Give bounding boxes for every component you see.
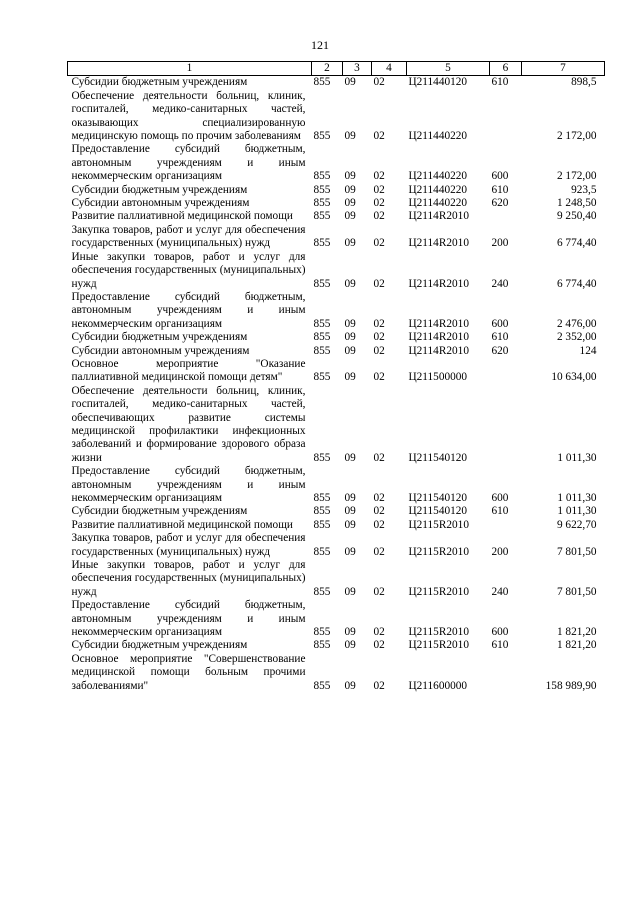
expense-type-cell: 600 [491,317,509,330]
row-name-cell: Предоставление субсидий бюджетным, автономным учреждениям и иным некоммерческим организациям [71,465,306,504]
row-name-cell: Обеспечение деятельности больниц, клиник, госпиталей, медико-санитарных частей, оказывающих специализированную медицинскую помощь по прочим заболеваниям [71,89,306,143]
target-code-cell: Ц211440220 [408,197,468,210]
budget-table [67,61,605,693]
target-code-cell: Ц211540120 [408,492,468,504]
column-2-cell: 855 [313,170,331,183]
column-header: 3 [343,62,372,76]
column-4-cell: 02 [373,277,385,290]
row-name-cell: Иные закупки товаров, работ и услуг для обеспечения государственных (муниципальных) нужд [71,250,306,290]
column-2-cell: 855 [313,451,331,464]
column-2-cell: 855 [313,197,331,210]
column-4-cell: 02 [373,237,385,250]
table-row [68,653,605,693]
expense-type-cell: 200 [491,545,509,558]
row-name-cell: Субсидии автономным учреждениям [71,344,250,357]
amount-cell: 124 [579,344,597,357]
amount-cell: 9 622,70 [556,518,597,531]
row-name-cell: Субсидии автономным учреждениям [71,197,250,210]
target-code-cell: Ц211540120 [408,451,468,464]
target-code-cell: Ц211440120 [408,76,468,89]
amount-cell: 1 248,50 [556,197,597,210]
row-name-cell: Предоставление субсидий бюджетным, автономным учреждениям и иным некоммерческим организациям [71,599,306,639]
amount-cell: 2 172,00 [556,170,597,183]
target-code-cell: Ц2115R2010 [408,639,469,652]
amount-cell: 9 250,40 [556,210,597,223]
column-2-cell: 855 [313,344,331,357]
column-2-cell: 855 [313,371,331,384]
table-row [68,331,605,344]
row-name-cell: Основное мероприятие "Совершенствование медицинской помощи больным прочими заболеваниями" [71,652,306,692]
column-4-cell: 02 [373,317,385,330]
expense-type-cell: 600 [491,492,509,504]
row-name-cell: Иные закупки товаров, работ и услуг для обеспечения государственных (муниципальных) нужд [71,559,306,598]
amount-cell: 6 774,40 [556,277,597,290]
row-name-cell: Закупка товаров, работ и услуг для обеспечения государственных (муниципальных) нужд [71,532,306,558]
page-number: 121 [311,38,329,52]
row-name-cell: Субсидии бюджетным учреждениям [71,505,248,518]
table-row [68,505,605,518]
amount-cell: 1 011,30 [557,492,597,504]
column-4-cell: 02 [373,197,385,210]
target-code-cell: Ц2114R2010 [408,210,469,223]
table-row [68,210,605,223]
amount-cell: 7 801,50 [556,585,597,598]
table-row [68,197,605,210]
row-name-cell: Предоставление субсидий бюджетным, автономным учреждениям и иным некоммерческим организациям [71,290,306,330]
column-4-cell: 02 [373,492,385,504]
expense-type-cell [490,653,522,693]
table-row [68,251,605,291]
expense-type-cell: 610 [491,76,509,89]
table-row [68,76,605,90]
column-2-cell: 855 [313,317,331,330]
target-code-cell: Ц2114R2010 [408,317,469,330]
column-4-cell: 02 [373,76,385,89]
row-name-cell: Субсидии бюджетным учреждениям [71,183,248,196]
amount-cell: 2 172,00 [556,130,597,143]
expense-type-cell: 610 [491,183,509,196]
target-code-cell: Ц2115R2010 [408,585,469,598]
table-header-row [68,62,605,76]
column-4-cell: 02 [373,626,385,639]
column-3-cell: 09 [344,518,356,531]
amount-cell: 6 774,40 [556,237,597,250]
column-3-cell: 09 [344,545,356,558]
column-2-cell: 855 [313,626,331,639]
amount-cell: 923,5 [571,183,597,196]
column-3-cell: 09 [344,492,356,504]
row-name-cell: Развитие паллиативной медицинской помощи [71,518,293,531]
column-4-cell: 02 [373,639,385,652]
column-4-cell: 02 [373,679,385,692]
table-row [68,599,605,639]
column-4-cell: 02 [373,130,385,143]
column-3-cell: 09 [344,639,356,652]
column-2-cell: 855 [313,545,331,558]
amount-cell: 1 011,30 [557,505,597,518]
column-4-cell: 02 [373,344,385,357]
column-4-cell: 02 [373,451,385,464]
column-4-cell: 02 [373,210,385,223]
table-row [68,385,605,465]
column-2-cell: 855 [313,210,331,223]
expense-type-cell [490,90,522,144]
column-3-cell: 09 [344,210,356,223]
row-name-cell: Развитие паллиативной медицинской помощи [71,210,293,223]
column-header: 2 [312,62,343,76]
column-4-cell: 02 [373,170,385,183]
column-2-cell: 855 [313,505,331,518]
column-header: 6 [490,62,522,76]
column-4-cell: 02 [373,505,385,518]
column-2-cell: 855 [313,237,331,250]
column-3-cell: 09 [344,451,356,464]
column-3-cell: 09 [344,183,356,196]
row-name-cell: Субсидии бюджетным учреждениям [71,331,248,344]
column-3-cell: 09 [344,344,356,357]
expense-type-cell: 610 [491,331,509,344]
amount-cell: 1 011,30 [557,451,597,464]
table-row [68,345,605,358]
table-row [68,90,605,144]
target-code-cell: Ц211440220 [408,130,468,143]
column-header: 1 [68,62,312,76]
column-3-cell: 09 [344,626,356,639]
amount-cell: 10 634,00 [551,371,597,384]
column-2-cell: 855 [313,585,331,598]
target-code-cell: Ц2114R2010 [408,344,469,357]
amount-cell: 2 352,00 [556,331,597,344]
column-2-cell: 855 [313,277,331,290]
target-code-cell: Ц211540120 [408,505,468,518]
target-code-cell: Ц211600000 [408,679,468,692]
expense-type-cell: 620 [491,344,509,357]
column-4-cell: 02 [373,183,385,196]
table-row [68,559,605,599]
table-row [68,519,605,532]
table-row [68,291,605,331]
column-4-cell: 02 [373,518,385,531]
table-body [68,76,605,693]
column-2-cell: 855 [313,518,331,531]
column-3-cell: 09 [344,371,356,384]
amount-cell: 1 821,20 [556,626,597,639]
expense-type-cell: 610 [491,639,509,652]
expense-type-cell: 600 [491,626,509,639]
column-4-cell: 02 [373,545,385,558]
amount-cell: 1 821,20 [556,639,597,652]
column-2-cell: 855 [313,492,331,504]
column-header: 7 [522,62,605,76]
amount-cell: 7 801,50 [556,545,597,558]
table-row [68,184,605,197]
target-code-cell: Ц2114R2010 [408,237,469,250]
column-2-cell: 855 [313,331,331,344]
table-row [68,465,605,505]
row-name-cell: Субсидии бюджетным учреждениям [71,639,248,652]
target-code-cell: Ц211440220 [408,183,468,196]
column-2-cell: 855 [313,679,331,692]
column-2-cell: 855 [313,76,331,89]
column-3-cell: 09 [344,237,356,250]
row-name-cell: Обеспечение деятельности больниц, клиник, госпиталей, медико-санитарных частей, обеспечивающих развитие системы медицинской профилактики инфекционных заболеваний и формирование здорового образа жизни [71,384,306,464]
expense-type-cell: 600 [491,170,509,183]
column-4-cell: 02 [373,331,385,344]
target-code-cell: Ц2114R2010 [408,331,469,344]
amount-cell: 898,5 [571,76,597,89]
expense-type-cell: 240 [491,585,509,598]
table-row [68,358,605,385]
row-name-cell: Закупка товаров, работ и услуг для обеспечения государственных (муниципальных) нужд [71,223,306,250]
column-3-cell: 09 [344,197,356,210]
table-row [68,224,605,251]
row-name-cell: Предоставление субсидий бюджетным, автономным учреждениям и иным некоммерческим организациям [71,143,306,183]
column-3-cell: 09 [344,317,356,330]
target-code-cell: Ц2114R2010 [408,277,469,290]
row-name-cell: Субсидии бюджетным учреждениям [71,76,248,89]
column-3-cell: 09 [344,277,356,290]
column-3-cell: 09 [344,170,356,183]
target-code-cell: Ц2115R2010 [408,545,469,558]
column-2-cell: 855 [313,130,331,143]
column-header: 5 [407,62,490,76]
expense-type-cell [490,210,522,223]
table-row [68,532,605,559]
target-code-cell: Ц2115R2010 [408,626,469,639]
column-3-cell: 09 [344,505,356,518]
target-code-cell: Ц211500000 [408,371,468,384]
column-4-cell: 02 [373,371,385,384]
row-name-cell: Основное мероприятие "Оказание паллиативной медицинской помощи детям" [71,357,306,384]
expense-type-cell: 200 [491,237,509,250]
column-4-cell: 02 [373,585,385,598]
column-3-cell: 09 [344,130,356,143]
column-2-cell: 855 [313,183,331,196]
column-3-cell: 09 [344,679,356,692]
expense-type-cell: 240 [491,277,509,290]
column-header: 4 [372,62,407,76]
column-2-cell: 855 [313,639,331,652]
table-row [68,143,605,183]
amount-cell: 158 989,90 [545,679,597,692]
expense-type-cell [490,358,522,385]
amount-cell: 2 476,00 [556,317,597,330]
expense-type-cell: 620 [491,197,509,210]
table-row [68,639,605,652]
column-3-cell: 09 [344,76,356,89]
target-code-cell: Ц211440220 [408,170,468,183]
expense-type-cell [490,385,522,465]
expense-type-cell: 610 [491,505,509,518]
target-code-cell: Ц2115R2010 [408,518,469,531]
column-3-cell: 09 [344,331,356,344]
expense-type-cell [490,519,522,532]
column-3-cell: 09 [344,585,356,598]
